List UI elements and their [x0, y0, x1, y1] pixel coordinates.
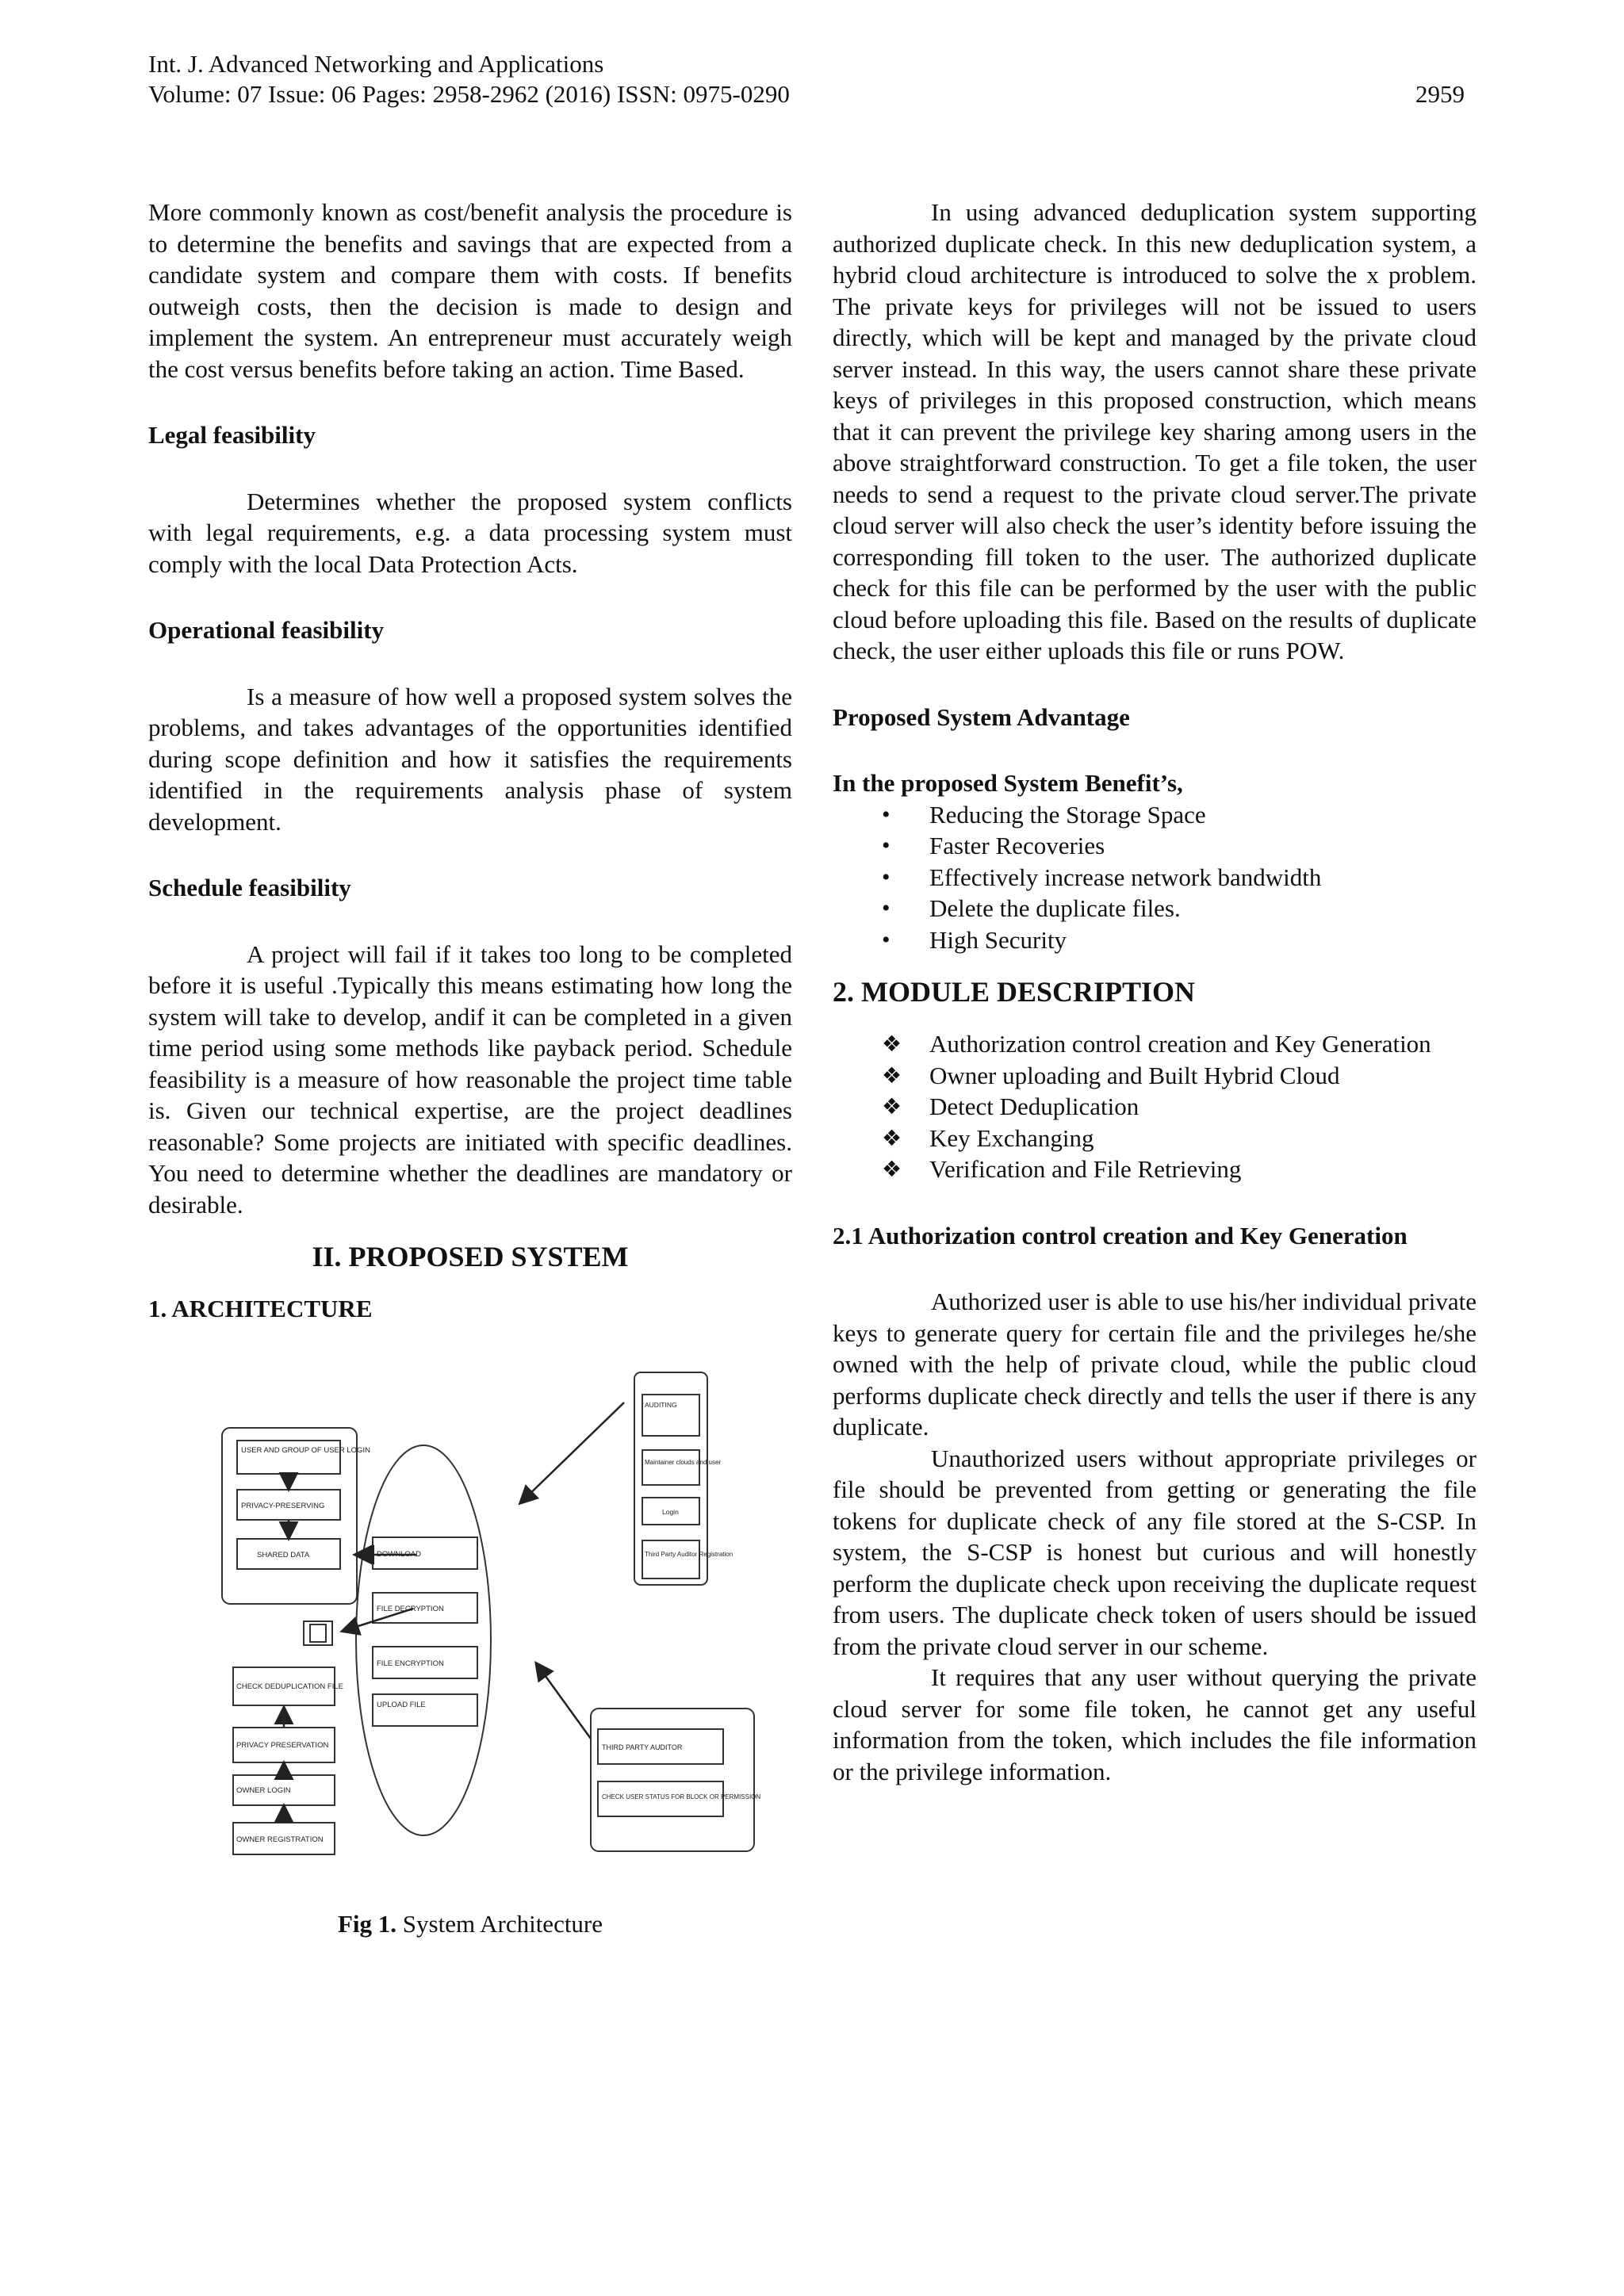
paragraph-legal-feasibility: Determines whether the proposed system conflicts with legal requirements, e.g. a data processing system must comply with the local Data Protection Acts.	[148, 487, 792, 578]
label-maintainer: Maintainer clouds and user	[645, 1458, 722, 1466]
benefits-list	[833, 799, 1477, 956]
label-privacy-preservation: PRIVACY PRESERVATION	[236, 1740, 329, 1750]
list-item: ❖ Authorization control creation and Key Generation	[833, 1028, 1477, 1060]
heading-legal-feasibility: Legal feasibility	[148, 421, 316, 449]
paragraph-authorized-user: Authorized user is able to use his/her individual private keys to generate query for certain file and the privileges he/she owned with the help of private cloud, while the public cloud performs duplicate check directly and tells the user if there is any duplicate.	[833, 1288, 1477, 1441]
heading-operational-feasibility: Operational feasibility	[148, 616, 385, 644]
heading-schedule-feasibility: Schedule feasibility	[148, 874, 351, 901]
list-item: ❖ Detect Deduplication	[833, 1091, 1477, 1123]
list-item: • Reducing the Storage Space	[833, 799, 1477, 831]
list-item: • Faster Recoveries	[833, 830, 1477, 862]
paragraph-requirement: It requires that any user without querying the private cloud server for some file token, he cannot get any useful information from the token, which includes the file information or the privilege information.	[833, 1663, 1477, 1785]
maintainer-box	[642, 1450, 699, 1485]
heading-architecture: 1. ARCHITECTURE	[148, 1295, 373, 1322]
list-item: ❖ Owner uploading and Built Hybrid Cloud	[833, 1060, 1477, 1092]
list-item: • High Security	[833, 924, 1477, 956]
figure-caption	[148, 1908, 792, 1940]
page-number: 2959	[1415, 80, 1465, 108]
label-login: Login	[662, 1507, 679, 1516]
journal-volume: Volume: 07 Issue: 06 Pages: 2958-2962 (2016) ISSN: 0975-0290	[148, 80, 790, 108]
heading-section-2-1: 2.1 Authorization control creation and Key Generation	[833, 1221, 1408, 1249]
label-file-decryption: FILE DECRYPTION	[377, 1604, 444, 1613]
label-tpa-registration: Third Party Auditor Registration	[645, 1550, 733, 1558]
tpa-registration-box	[642, 1540, 699, 1578]
list-item: • Effectively increase network bandwidth	[833, 862, 1477, 894]
heading-proposed-system: II. PROPOSED SYSTEM	[312, 1241, 629, 1272]
paragraph-unauthorized-users: Unauthorized users without appropriate privileges or file should be prevented from getting or generating the file tokens for duplicate check of any file stored at the S-CSP. In system, the S-CSP is honest but curious and will honestly perform the duplicate check upon receiving the duplicate request from users. The duplicate check token of users should be issued from the private cloud server in our scheme.	[833, 1444, 1477, 1660]
page-header	[148, 49, 1465, 109]
cloud-ellipse	[356, 1445, 491, 1835]
label-check-user-status: CHECK USER STATUS FOR BLOCK OR PERMISSION	[602, 1793, 761, 1800]
paragraph-schedule-feasibility: A project will fail if it takes too long to be completed before it is useful .Typically this means estimating how long the system will take to develop, andif it can be completed in a given time period using some methods like payback period. Schedule feasibility is a measure of how reasonable the project time table is. Given our technical expertise, are the project deadlines reasonable? Some projects are initiated with specific deadlines. You need to determine whether the deadlines are mandatory or desirable.	[148, 939, 792, 1219]
list-item: ❖ Key Exchanging	[833, 1123, 1477, 1154]
heading-proposed-advantage: Proposed System Advantage	[833, 702, 1130, 731]
label-privacy-preserving: PRIVACY-PRESERVING	[241, 1501, 325, 1510]
label-third-party-auditor: THIRD PARTY AUDITOR	[602, 1743, 683, 1751]
label-user-login: USER AND GROUP OF USER LOGIN	[241, 1445, 370, 1455]
heading-module-description: 2. MODULE DESCRIPTION	[833, 976, 1196, 1008]
architecture-figure	[148, 1363, 792, 1902]
label-owner-registration: OWNER REGISTRATION	[236, 1835, 324, 1844]
label-file-encryption: FILE ENCRYPTION	[377, 1659, 444, 1668]
upload-file-box	[373, 1694, 477, 1726]
right-column	[833, 197, 1477, 1787]
label-auditing: AUDITING	[645, 1400, 677, 1409]
left-column	[148, 197, 792, 1939]
heading-benefits: In the proposed System Benefit’s,	[833, 769, 1183, 797]
list-item: ❖ Verification and File Retrieving	[833, 1154, 1477, 1185]
list-item: • Delete the duplicate files.	[833, 893, 1477, 924]
architecture-diagram	[148, 1363, 792, 1902]
paragraph-cost-benefit: More commonly known as cost/benefit analysis the procedure is to determine the benefits and savings that are expected from a candidate system and compare them with costs. If benefits outweigh costs, then the decision is made to design and implement the system. An entrepreneur must accurately weigh the cost versus benefits before taking an action. Time Based.	[148, 198, 792, 383]
label-shared-data: SHARED DATA	[257, 1550, 310, 1559]
modules-list	[833, 1028, 1477, 1185]
journal-name: Int. J. Advanced Networking and Applications	[148, 50, 604, 78]
figure-caption-text: System Architecture	[402, 1909, 603, 1938]
paragraph-operational-feasibility: Is a measure of how well a proposed system solves the problems, and takes advantages of the opportunities identified during scope definition and how it satisfies the requirements identified in the requirements analysis phase of system development.	[148, 682, 792, 836]
label-upload-file: UPLOAD FILE	[377, 1700, 426, 1709]
paragraph-dedup-system: In using advanced deduplication system supporting authorized duplicate check. In this new deduplication system, a hybrid cloud architecture is introduced to solve the x problem. The private keys for privileges will not be issued to users directly, which will be kept and managed by the private cloud server instead. In this way, the users cannot share these private keys of privileges in this proposed construction, which means that it can prevent the privilege key sharing among users in the above straightforward construction. To get a file token, the user needs to send a request to the private cloud server.The private cloud server will also check the user’s identity before issuing the corresponding fill token to the user. The authorized duplicate check for this file can be performed by the user with the public cloud before uploading this file. Based on the results of duplicate check, the user either uploads this file or runs POW.	[833, 198, 1477, 664]
label-download: DOWNLOAD	[377, 1549, 421, 1559]
label-owner-login: OWNER LOGIN	[236, 1785, 291, 1795]
figure-label: Fig 1.	[337, 1909, 397, 1938]
label-check-dedup: CHECK DEDUPLICATION FILE	[236, 1682, 343, 1691]
